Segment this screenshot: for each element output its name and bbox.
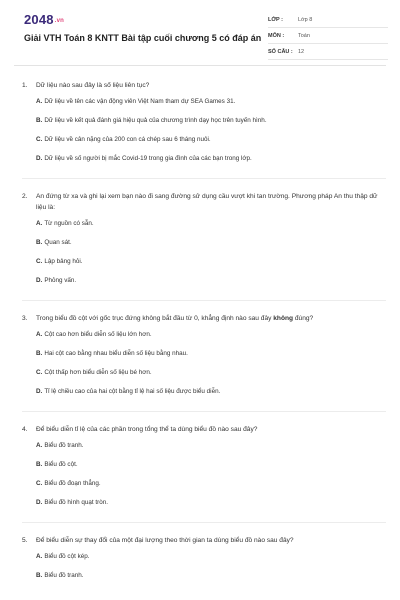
option-text: Tỉ lệ chiều cao của hai cột bằng tỉ lệ hai số liệu được biểu diễn. — [44, 388, 221, 395]
option-b[interactable] — [36, 460, 386, 470]
option-letter: C. — [36, 258, 43, 265]
meta-label: MÔN : — [268, 32, 285, 39]
option-text: Dữ liệu về cân nặng của 200 con cá chép sau 6 tháng nuôi. — [44, 136, 211, 143]
meta-row-count — [268, 44, 388, 60]
question-stem — [22, 424, 386, 435]
option-text: Biểu đồ tranh. — [44, 572, 84, 579]
option-c[interactable] — [36, 257, 386, 267]
meta-row-subject — [268, 28, 388, 44]
option-letter: C. — [36, 369, 43, 376]
option-text: Từ nguồn có sẵn. — [44, 220, 94, 227]
option-text: Dữ liệu về kết quả đánh giá hiệu quả của chương trình dạy học trên tuyến hình. — [44, 117, 267, 124]
option-d[interactable] — [36, 276, 386, 286]
question-text: An đứng từ xa và ghi lại xem bạn nào đi sang đường sử dụng cầu vượt khi tan trường. Phương pháp An thu thập dữ liệu là: — [36, 193, 378, 211]
option-text: Phỏng vấn. — [44, 277, 77, 284]
option-list — [22, 219, 386, 286]
option-letter: A. — [36, 442, 43, 449]
option-b[interactable] — [36, 116, 386, 126]
question-text-emphasis: không — [273, 315, 294, 322]
question-1 — [22, 80, 386, 179]
question-2 — [22, 191, 386, 301]
meta-value: 12 — [298, 48, 305, 55]
meta-label: LỚP : — [268, 16, 283, 23]
option-d[interactable] — [36, 387, 386, 397]
document-title: Giải VTH Toán 8 KNTT Bài tập cuối chương 5 có đáp án — [24, 33, 262, 43]
question-4 — [22, 424, 386, 523]
option-letter: C. — [36, 136, 43, 143]
question-number: 2. — [22, 193, 28, 200]
question-stem — [22, 80, 386, 91]
question-stem — [22, 191, 386, 213]
option-text: Cột thấp hơn biểu diễn số liệu bé hơn. — [44, 369, 152, 376]
option-text: Dữ liệu về tên các vận động viên Việt Nam tham dự SEA Games 31. — [44, 98, 236, 105]
option-letter: D. — [36, 155, 43, 162]
option-a[interactable] — [36, 97, 386, 107]
option-text: Biểu đồ tranh. — [44, 442, 84, 449]
question-text: Để biểu diễn sự thay đổi của một đại lượng theo thời gian ta dùng biểu đồ nào sau đây? — [36, 537, 294, 544]
option-letter: B. — [36, 117, 43, 124]
meta-label: SỐ CÂU : — [268, 48, 293, 55]
option-letter: D. — [36, 499, 43, 506]
question-3 — [22, 313, 386, 412]
option-a[interactable] — [36, 552, 386, 562]
question-5 — [22, 535, 386, 595]
question-stem — [22, 535, 386, 546]
option-c[interactable] — [36, 368, 386, 378]
question-number: 1. — [22, 82, 28, 89]
option-d[interactable] — [36, 498, 386, 508]
option-text: Biểu đồ cột. — [44, 461, 78, 468]
option-d[interactable] — [36, 154, 386, 164]
option-text: Biểu đồ đoạn thẳng. — [44, 480, 101, 487]
option-text: Dữ liệu về số người bị mắc Covid-19 trong gia đình của các bạn trong lớp. — [44, 155, 252, 162]
option-letter: D. — [36, 277, 43, 284]
option-letter: A. — [36, 553, 43, 560]
option-letter: A. — [36, 98, 43, 105]
option-text: Lập bảng hỏi. — [44, 258, 83, 265]
option-c[interactable] — [36, 479, 386, 489]
option-letter: D. — [36, 388, 43, 395]
option-text: Biểu đồ hình quạt tròn. — [44, 499, 109, 506]
option-list — [22, 441, 386, 508]
option-letter: B. — [36, 239, 43, 246]
logo-main-text: 2048 — [24, 12, 54, 27]
option-list — [22, 97, 386, 164]
option-text: Biểu đồ cột kép. — [44, 553, 90, 560]
option-b[interactable] — [36, 349, 386, 359]
meta-value: Toán — [298, 32, 310, 39]
option-letter: B. — [36, 350, 43, 357]
option-c[interactable] — [36, 135, 386, 145]
option-list — [22, 552, 386, 581]
option-a[interactable] — [36, 219, 386, 229]
option-letter: C. — [36, 480, 43, 487]
option-list — [22, 330, 386, 397]
question-text-after: đúng? — [293, 315, 314, 322]
question-text — [36, 313, 386, 324]
option-letter: A. — [36, 220, 43, 227]
meta-row-class — [268, 12, 388, 28]
question-text: Để biểu diễn tỉ lệ của các phần trong tổng thể ta dùng biểu đồ nào sau đây? — [36, 426, 258, 433]
option-letter: B. — [36, 461, 43, 468]
document-header — [14, 0, 386, 66]
question-list — [14, 66, 386, 595]
site-logo[interactable] — [24, 12, 64, 27]
option-text: Quan sát. — [44, 239, 72, 246]
option-a[interactable] — [36, 330, 386, 340]
question-stem — [22, 313, 386, 324]
meta-info — [268, 12, 388, 60]
question-number: 3. — [22, 315, 28, 322]
option-letter: B. — [36, 572, 43, 579]
logo-sub-text: .vn — [54, 18, 65, 24]
question-text: Dữ liệu nào sau đây là số liệu liên tục? — [36, 82, 150, 89]
question-number: 5. — [22, 537, 28, 544]
option-a[interactable] — [36, 441, 386, 451]
option-b[interactable] — [36, 238, 386, 248]
question-text-before: Trong biểu đồ cột với gốc trục đứng không bắt đầu từ 0, khẳng định nào sau đây — [36, 315, 274, 322]
option-b[interactable] — [36, 571, 386, 581]
question-number: 4. — [22, 426, 28, 433]
option-letter: A. — [36, 331, 43, 338]
meta-value: Lớp 8 — [298, 16, 313, 23]
option-text: Hai cột cao bằng nhau biểu diễn số liệu bằng nhau. — [44, 350, 188, 357]
option-text: Cột cao hơn biểu diễn số liệu lớn hơn. — [44, 331, 152, 338]
